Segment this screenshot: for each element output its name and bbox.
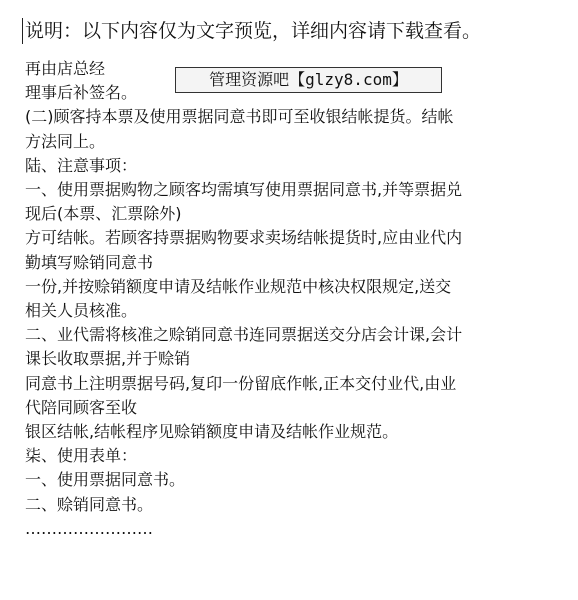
document-body — [25, 57, 553, 541]
watermark-box: 管理资源吧【glzy8.com】 — [175, 67, 442, 93]
body-line: 二、赊销同意书。 — [25, 494, 154, 514]
body-line: 银区结帐,结帐程序见赊销额度申请及结帐作业规范。 — [25, 422, 399, 442]
body-line: 一、使用票据购物之顾客均需填写使用票据同意书,并等票据兑 — [25, 180, 463, 200]
body-line: 一、使用票据同意书。 — [25, 470, 186, 490]
body-line: 勤填写赊销同意书 — [25, 252, 154, 272]
body-line: 课长收取票据,并于赊销 — [25, 349, 191, 369]
body-line: 理事后补签名。 — [25, 83, 138, 103]
body-line: 二、业代需将核准之赊销同意书连同票据送交分店会计课,会计 — [25, 325, 463, 345]
body-line: (二)顾客持本票及使用票据同意书即可至收银结帐提货。结帐 — [25, 107, 454, 127]
body-line: 相关人员核准。 — [25, 301, 138, 321]
body-line: 代陪同顾客至收 — [25, 397, 138, 417]
section-heading: 陆、注意事项： — [25, 155, 138, 175]
ellipsis-line: …………………… — [25, 518, 153, 538]
body-line: 现后(本票、汇票除外) — [25, 204, 182, 224]
body-line: 同意书上注明票据号码,复印一份留底作帐,正本交付业代,由业 — [25, 373, 457, 393]
section-heading: 柒、使用表单： — [25, 446, 138, 466]
preview-notice: 说明：以下内容仅为文字预览，详细内容请下载查看。 — [22, 18, 575, 44]
body-line: 方法同上。 — [25, 131, 106, 151]
body-line: 方可结帐。若顾客持票据购物要求卖场结帐提货时,应由业代内 — [25, 228, 463, 248]
body-line: 一份,并按赊销额度申请及结帐作业规范中核决权限规定,送交 — [25, 276, 452, 296]
body-line: 再由店总经 — [25, 59, 106, 78]
